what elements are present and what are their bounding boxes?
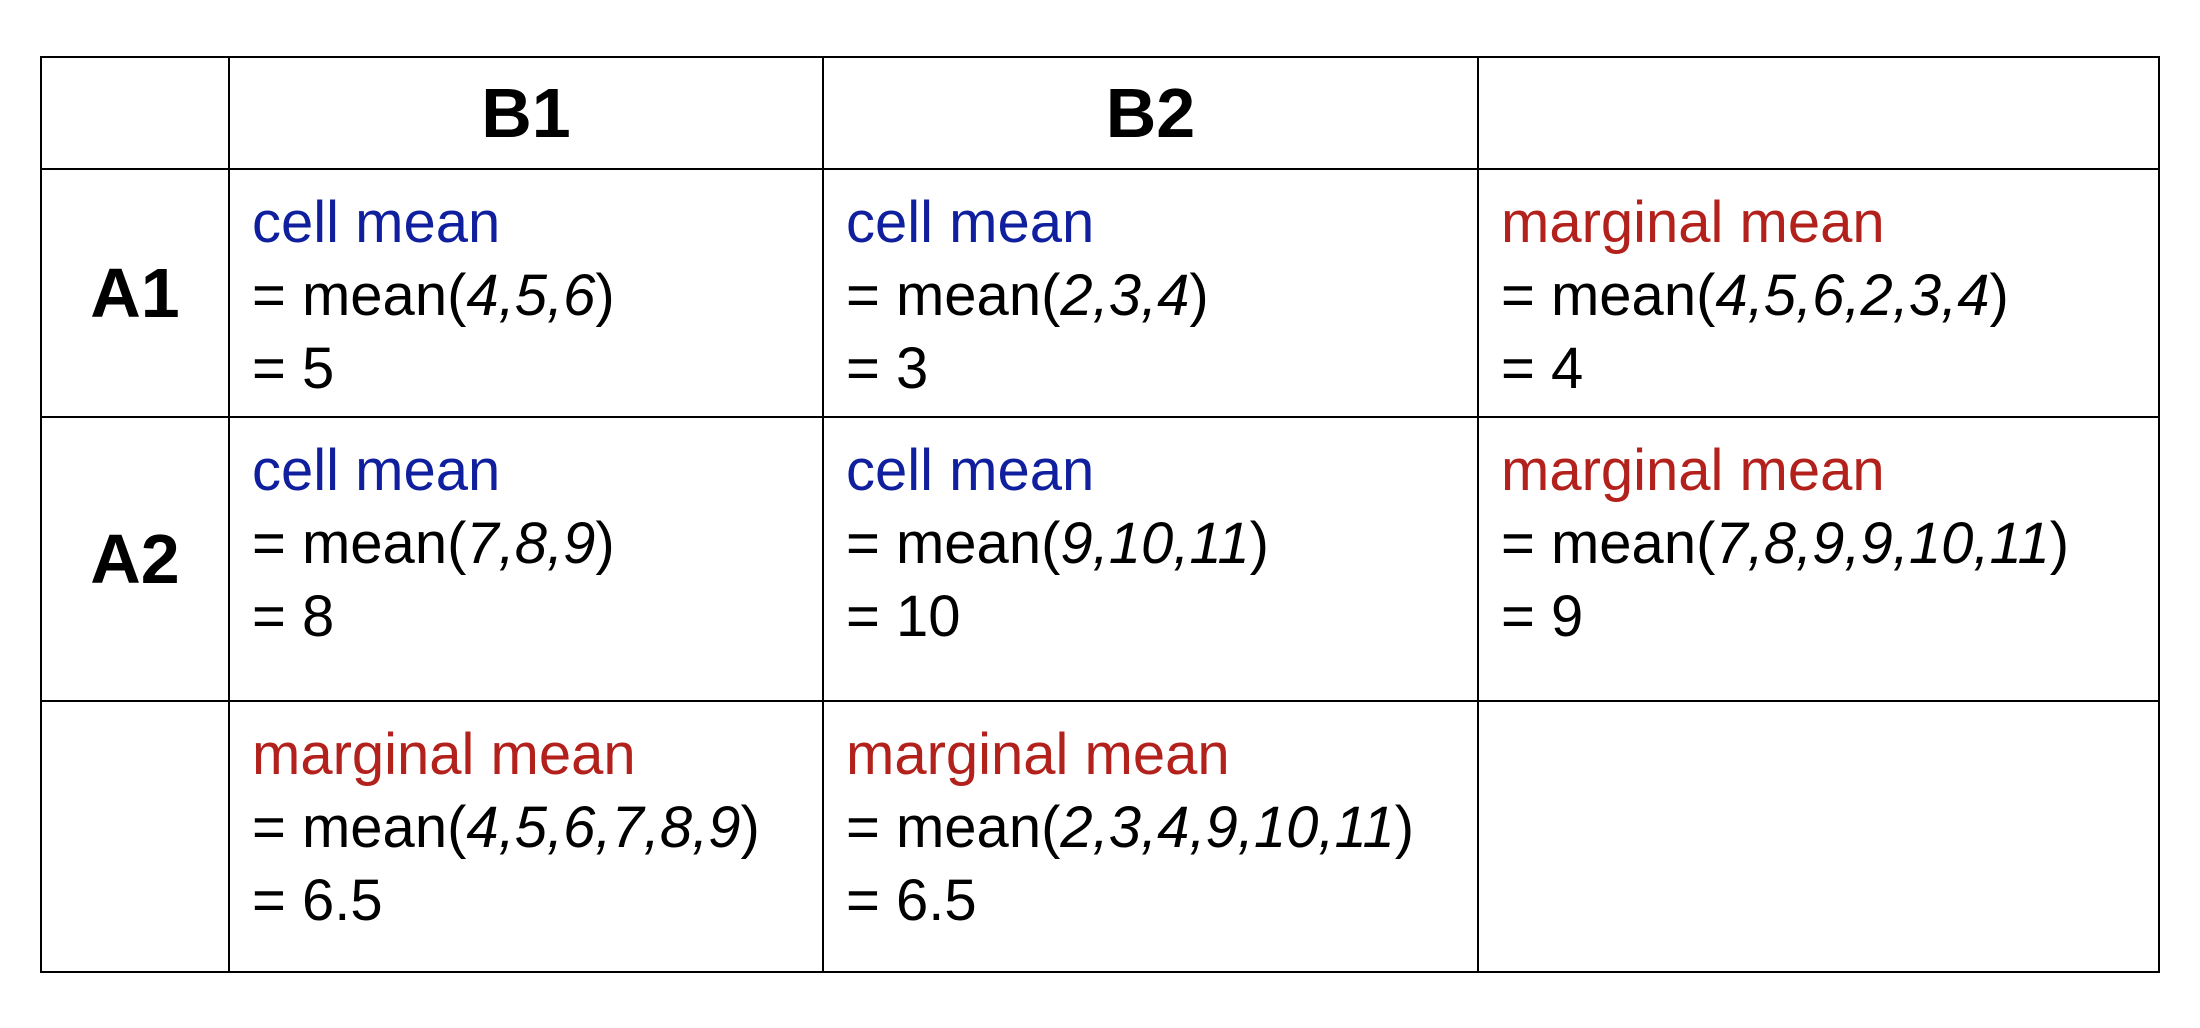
cell-a1-marginal xyxy=(1478,169,2159,417)
cell-mean-label: cell mean xyxy=(252,190,501,255)
cell-marginal-b1 xyxy=(229,701,823,972)
mean-result: = 3 xyxy=(846,336,929,401)
mean-formula: = mean(4,5,6) xyxy=(252,263,615,328)
corner-cell xyxy=(41,57,229,169)
column-header-marginal xyxy=(1478,57,2159,169)
cell-a2-b1 xyxy=(229,417,823,701)
mean-formula: = mean(2,3,4) xyxy=(846,263,1209,328)
marginal-mean-label: marginal mean xyxy=(1501,190,1885,255)
mean-formula: = mean(9,10,11) xyxy=(846,511,1269,576)
cell-a1-b2 xyxy=(823,169,1478,417)
row-header-a1: A1 xyxy=(41,169,229,417)
marginal-mean-label: marginal mean xyxy=(846,722,1230,787)
table-row-a2 xyxy=(41,417,2159,701)
mean-result: = 5 xyxy=(252,336,335,401)
mean-result: = 10 xyxy=(846,584,961,649)
cell-a1-b1 xyxy=(229,169,823,417)
cell-a2-marginal xyxy=(1478,417,2159,701)
table-row-a1 xyxy=(41,169,2159,417)
mean-formula: = mean(2,3,4,9,10,11) xyxy=(846,795,1415,860)
cell-marginal-b2 xyxy=(823,701,1478,972)
column-header-b1: B1 xyxy=(229,57,823,169)
mean-result: = 6.5 xyxy=(252,868,383,933)
mean-formula: = mean(7,8,9,9,10,11) xyxy=(1501,511,2070,576)
means-table xyxy=(40,56,2160,973)
row-header-marginal xyxy=(41,701,229,972)
mean-formula: = mean(4,5,6,2,3,4) xyxy=(1501,263,2009,328)
mean-formula: = mean(7,8,9) xyxy=(252,511,615,576)
marginal-mean-label: marginal mean xyxy=(1501,438,1885,503)
marginal-mean-label: marginal mean xyxy=(252,722,636,787)
empty-corner-cell xyxy=(1478,701,2159,972)
cell-mean-label: cell mean xyxy=(846,190,1095,255)
row-header-a2: A2 xyxy=(41,417,229,701)
cell-mean-label: cell mean xyxy=(846,438,1095,503)
mean-result: = 9 xyxy=(1501,584,1584,649)
cell-a2-b2 xyxy=(823,417,1478,701)
column-header-b2: B2 xyxy=(823,57,1478,169)
mean-formula: = mean(4,5,6,7,8,9) xyxy=(252,795,760,860)
cell-mean-label: cell mean xyxy=(252,438,501,503)
header-row xyxy=(41,57,2159,169)
mean-result: = 6.5 xyxy=(846,868,977,933)
mean-result: = 4 xyxy=(1501,336,1584,401)
mean-result: = 8 xyxy=(252,584,335,649)
table-row-marginal xyxy=(41,701,2159,972)
